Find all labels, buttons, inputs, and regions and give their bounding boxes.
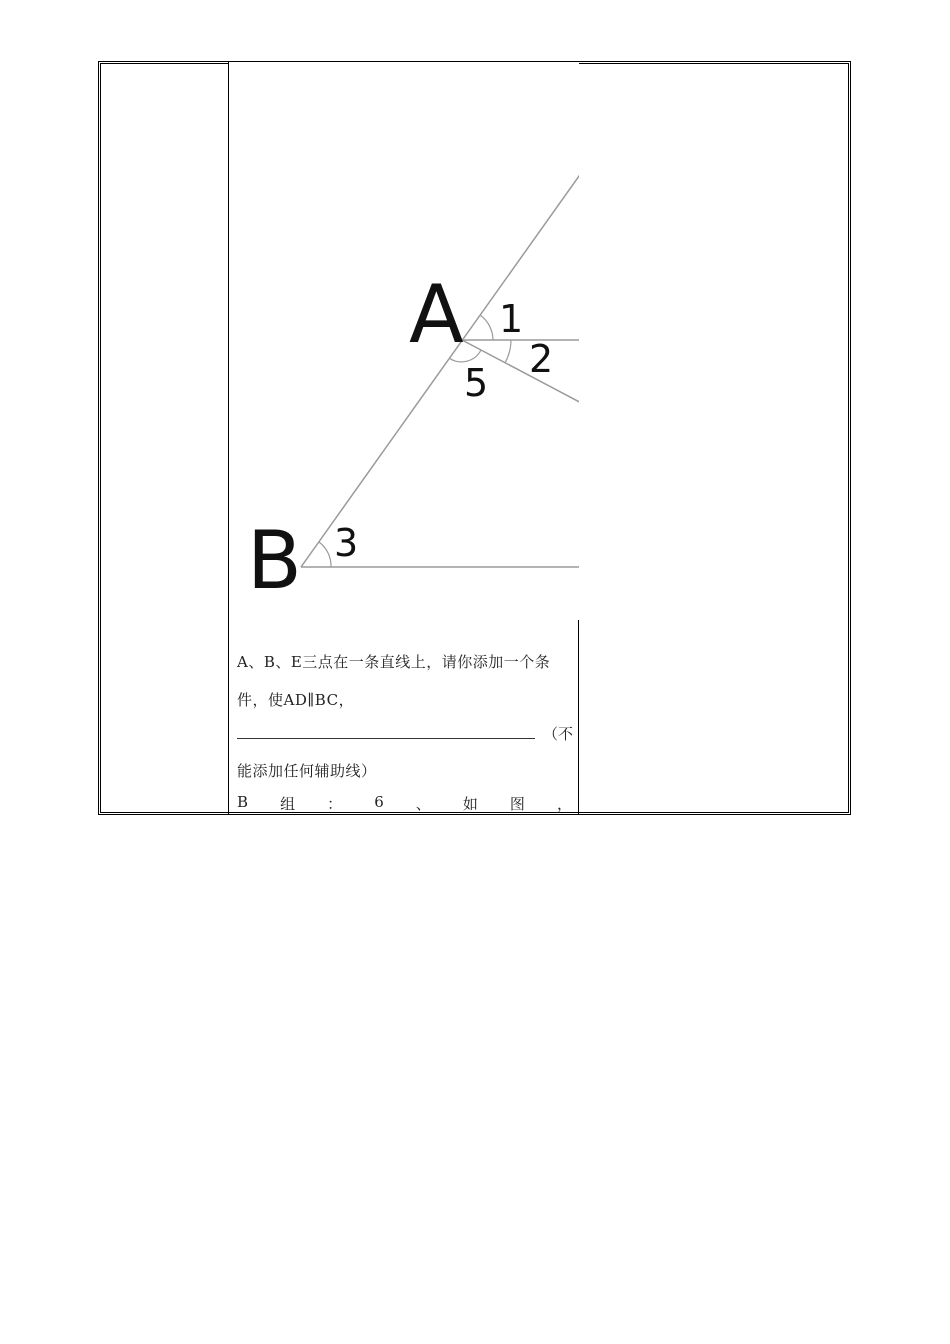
blank-suffix-text: （不 xyxy=(542,725,573,743)
next-item-char: 图 xyxy=(509,795,525,813)
label-angle-3: 3 xyxy=(334,521,359,565)
next-item-char: 、 xyxy=(415,795,431,813)
next-item-char: ， xyxy=(556,795,572,813)
next-item-char: 如 xyxy=(462,795,478,813)
label-angle-1: 1 xyxy=(499,297,524,341)
answer-blank-line[interactable] xyxy=(237,738,535,739)
next-item-char: B xyxy=(237,793,249,811)
next-item-char: 组 xyxy=(280,795,296,813)
label-point-a: A xyxy=(409,268,464,361)
next-item-line xyxy=(237,793,572,814)
label-angle-2: 2 xyxy=(529,337,554,381)
table-border-left-inner xyxy=(100,63,101,813)
label-angle-5: 5 xyxy=(464,361,489,405)
table-border-right-inner xyxy=(848,63,849,813)
answer-blank-row xyxy=(237,723,573,743)
table-border-right xyxy=(850,61,851,815)
question-line-1: A、B、E三点在一条直线上，请你添加一个条 xyxy=(237,653,551,671)
table-border-left xyxy=(98,61,99,815)
next-item-char: 6 xyxy=(374,793,384,811)
question-line-4: 能添加任何辅助线） xyxy=(237,762,377,780)
table-border-bottom xyxy=(98,814,851,815)
question-line-2: 件，使AD∥BC， xyxy=(237,691,355,709)
geometry-figure xyxy=(229,62,579,620)
next-item-char: ： xyxy=(327,795,343,813)
label-point-b: B xyxy=(247,514,302,607)
